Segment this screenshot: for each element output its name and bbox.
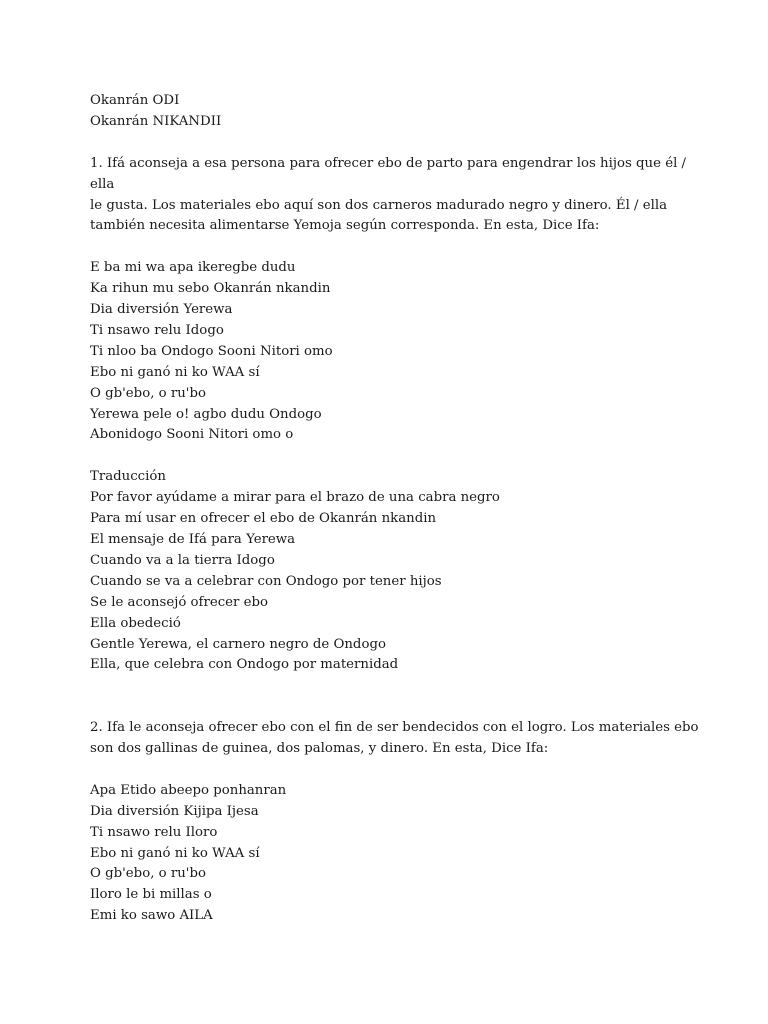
- header-line: Okanrán NIKANDII: [90, 113, 222, 129]
- verse-line: O gb'ebo, o ru'bo: [90, 385, 206, 401]
- verse-line: E ba mi wa apa ikeregbe dudu: [90, 260, 296, 276]
- verse-line: Ebo ni ganó ni ko WAA sí: [90, 845, 260, 861]
- spacer: [90, 237, 700, 258]
- verse-line: Abonidogo Sooni Nitori omo o: [90, 427, 294, 443]
- translation-line: Ella, que celebra con Ondogo por maternidad: [90, 657, 399, 673]
- translation-line: Se le aconsejó ofrecer ebo: [90, 594, 268, 610]
- document-page: [90, 91, 700, 927]
- verse-line: Dia diversión Yerewa: [90, 302, 233, 318]
- verse-line: Ti nsawo relu Iloro: [90, 824, 218, 840]
- intro-line: le gusta. Los materiales ebo aquí son dos carneros madurado negro y dinero. Él / ella: [90, 197, 668, 213]
- header-line: Okanrán ODI: [90, 93, 180, 108]
- intro-line: 1. Ifá aconseja a esa persona para ofrecer ebo de parto para engendrar los hijos que él / ella: [90, 155, 687, 192]
- section-2-intro: [90, 718, 700, 760]
- translation-line: Por favor ayúdame a mirar para el brazo de una cabra negro: [90, 490, 500, 506]
- section-1-translation: [90, 467, 700, 676]
- verse-line: Ti nsawo relu Idogo: [90, 322, 224, 338]
- verse-line: Apa Etido abeepo ponhanran: [90, 782, 287, 798]
- translation-line: Cuando se va a celebrar con Ondogo por tener hijos: [90, 573, 442, 589]
- verse-line: O gb'ebo, o ru'bo: [90, 866, 206, 882]
- intro-line: 2. Ifa le aconseja ofrecer ebo con el fin de ser bendecidos con el logro. Los materiales ebo: [90, 720, 699, 736]
- verse-line: Ti nloo ba Ondogo Sooni Nitori omo: [90, 343, 333, 359]
- translation-line: Para mí usar en ofrecer el ebo de Okanrán nkandin: [90, 511, 437, 527]
- intro-line: también necesita alimentarse Yemoja según corresponda. En esta, Dice Ifa:: [90, 218, 600, 234]
- document-header: [90, 91, 700, 133]
- translation-title: Traducción: [90, 469, 166, 485]
- section-1: [90, 154, 700, 677]
- section-2-verse: [90, 781, 700, 927]
- verse-line: Iloro le bi millas o: [90, 887, 212, 903]
- spacer: [90, 133, 700, 154]
- spacer: [90, 676, 700, 718]
- spacer: [90, 760, 700, 781]
- translation-line: El mensaje de Ifá para Yerewa: [90, 531, 296, 547]
- translation-line: Ella obedeció: [90, 615, 181, 631]
- section-1-intro: [90, 154, 700, 238]
- verse-line: Dia diversión Kijipa Ijesa: [90, 803, 259, 819]
- intro-line: son dos gallinas de guinea, dos palomas, y dinero. En esta, Dice Ifa:: [90, 741, 549, 757]
- spacer: [90, 446, 700, 467]
- verse-line: Ka rihun mu sebo Okanrán nkandin: [90, 281, 331, 297]
- section-2: [90, 718, 700, 927]
- translation-line: Gentle Yerewa, el carnero negro de Ondogo: [90, 636, 386, 652]
- translation-line: Cuando va a la tierra Idogo: [90, 552, 275, 568]
- verse-line: Emi ko sawo AILA: [90, 908, 213, 924]
- section-1-verse: [90, 258, 700, 446]
- verse-line: Ebo ni ganó ni ko WAA sí: [90, 364, 260, 380]
- verse-line: Yerewa pele o! agbo dudu Ondogo: [90, 406, 322, 422]
